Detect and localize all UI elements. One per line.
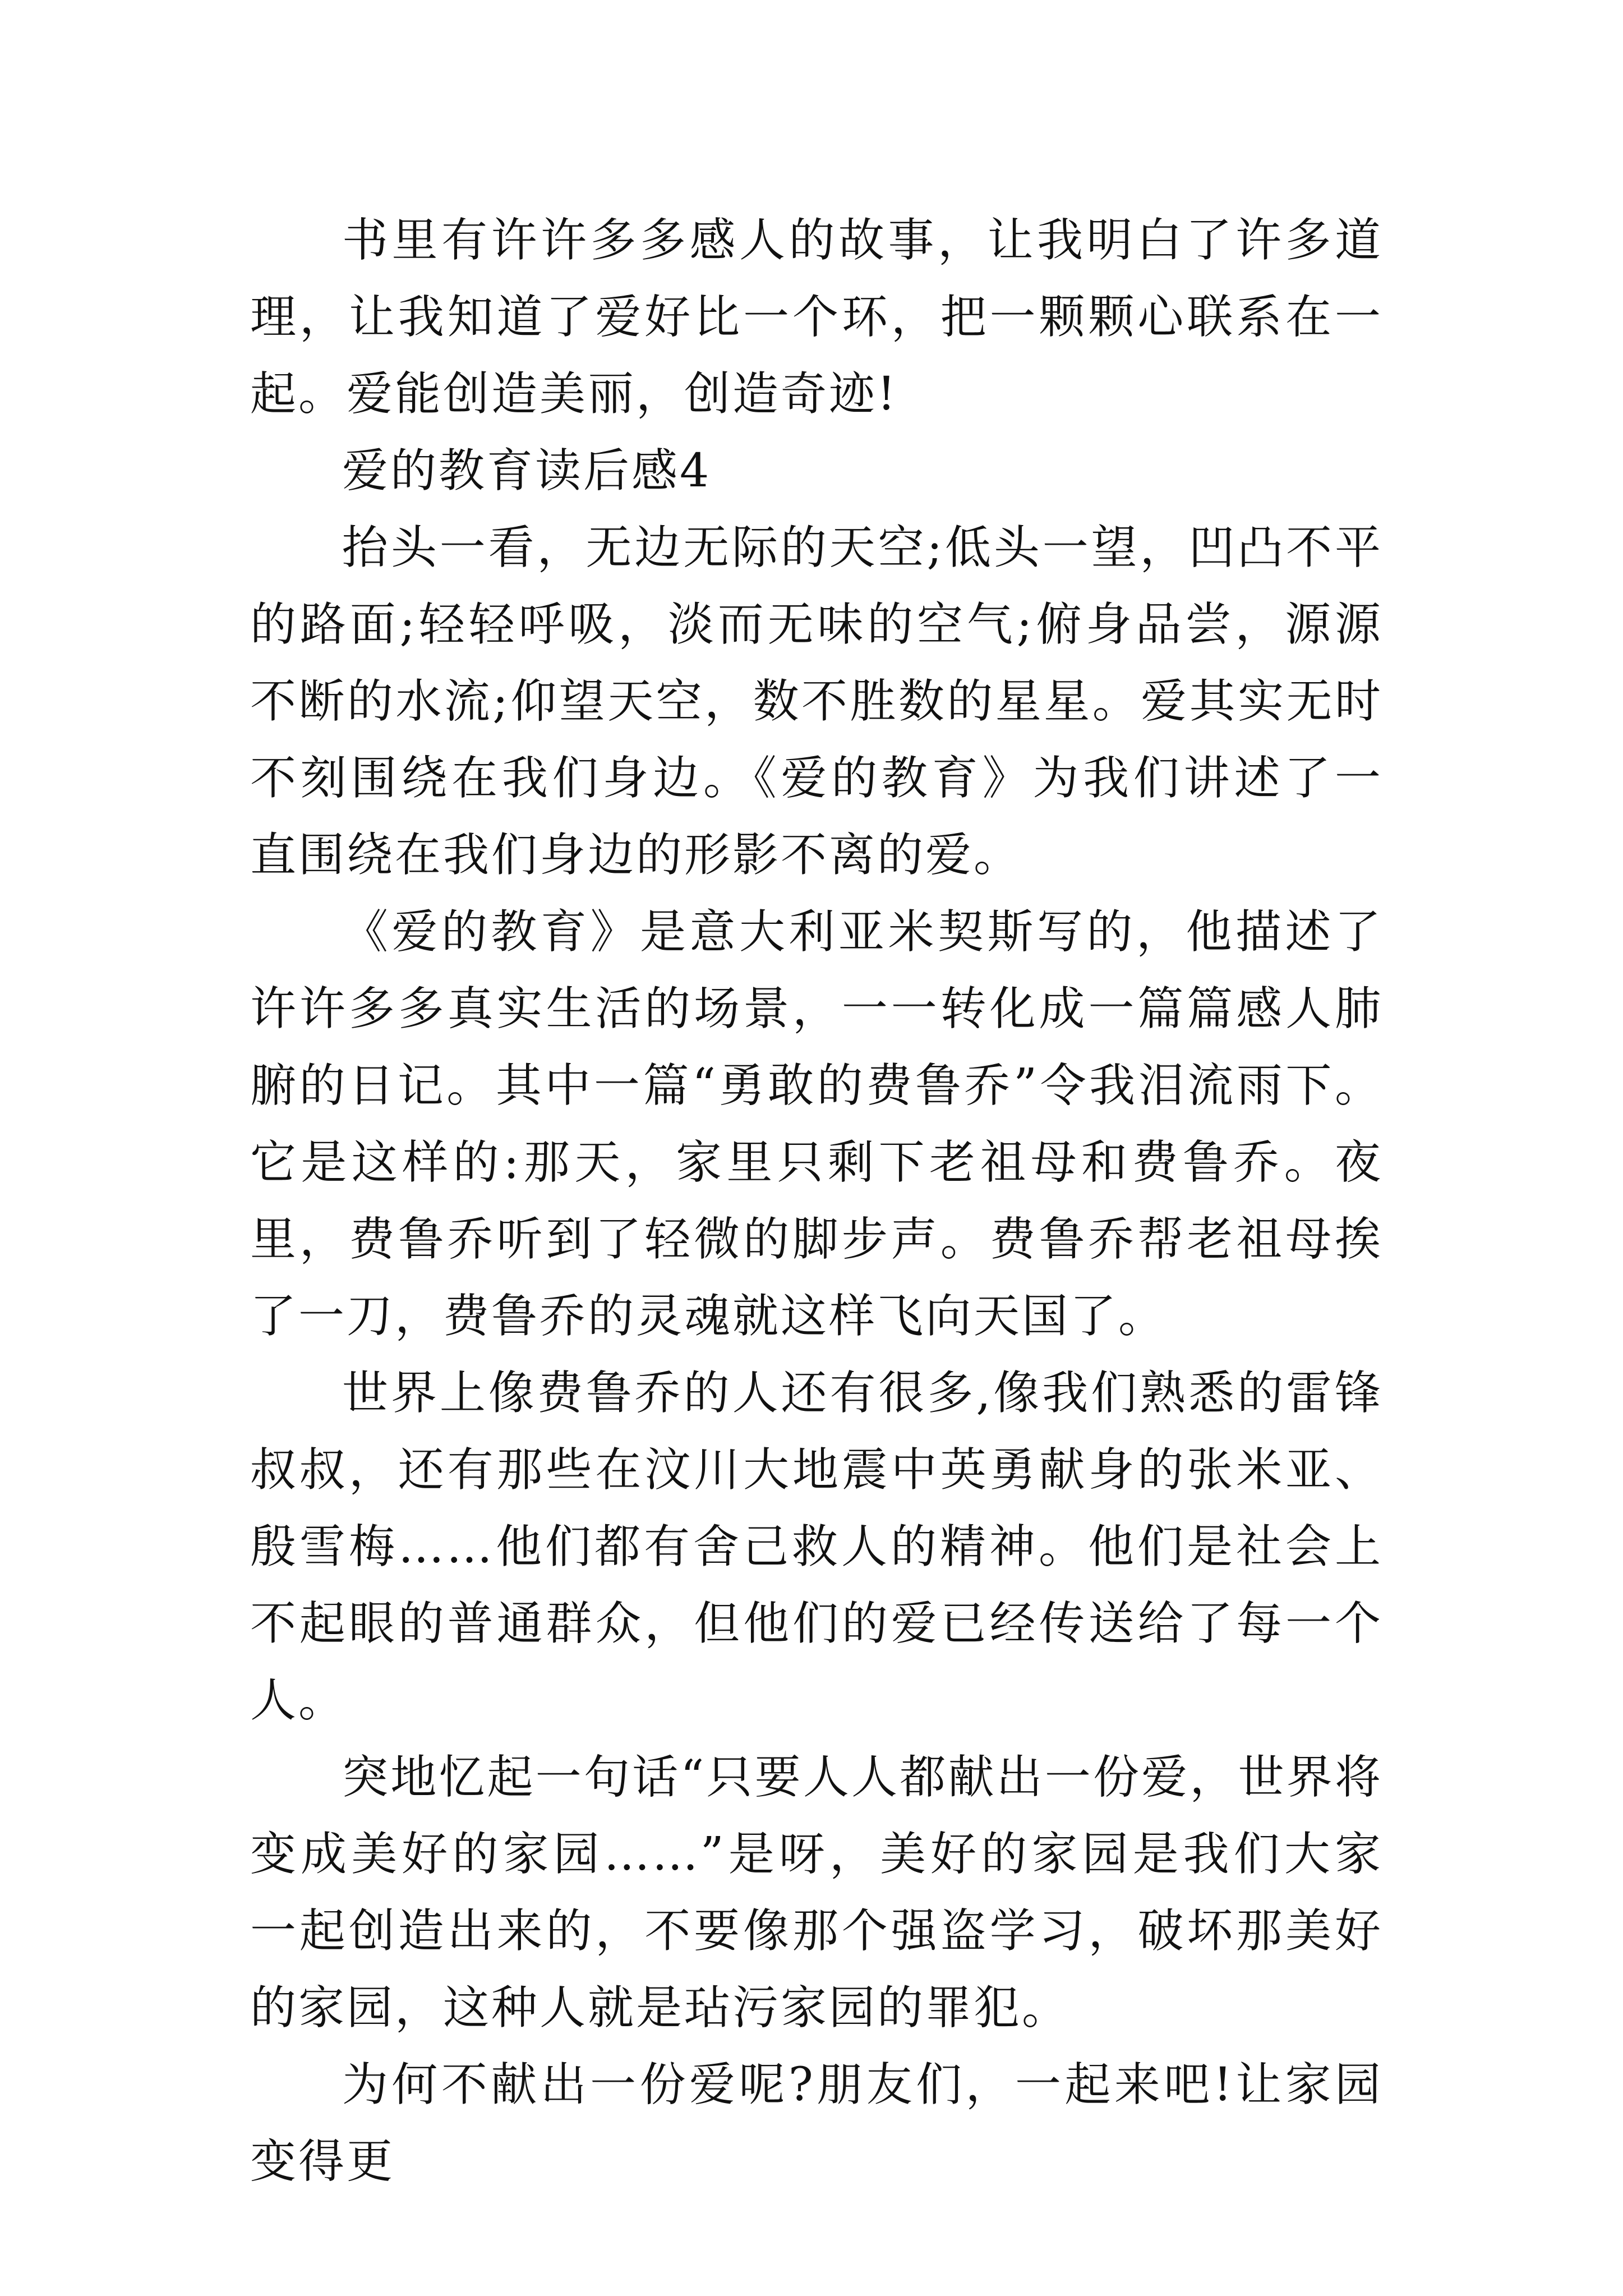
paragraph-beautiful-home: 突地忆起一句话“只要人人都献出一份爱，世界将变成美好的家园……”是呀，美好的家园是我们大家一起创造出来的，不要像那个强盗学习，破坏那美好的家园，这种人就是玷污家园的罪犯。 [250, 1751, 1383, 2035]
paragraph-sky-love: 抬头一看，无边无际的天空;低头一望，凹凸不平的路面;轻轻呼吸，淡而无味的空气;俯身品尝，源源不断的水流;仰望天空，数不胜数的星星。爱其实无时不刻围绕在我们身边。《爱的教育》为我们讲述了一直围绕在我们身边的形影不离的爱。 [250, 521, 1383, 882]
paragraph-ferruccio-story: 《爱的教育》是意大利亚米契斯写的，他描述了许许多多真实生活的场景，一一转化成一篇篇感人肺腑的日记。其中一篇“勇敢的费鲁乔”令我泪流雨下。它是这样的:那天，家里只剩下老祖母和费鲁乔。夜里，费鲁乔听到了轻微的脚步声。费鲁乔帮老祖母挨了一刀，费鲁乔的灵魂就这样飞向天国了。 [250, 905, 1383, 1343]
document-body [250, 202, 1383, 2200]
paragraph-book-stories: 书里有许许多多感人的故事，让我明白了许多道理，让我知道了爱好比一个环，把一颗颗心联系在一起。爱能创造美丽，创造奇迹! [250, 214, 1383, 421]
section-heading: 爱的教育读后感4 [342, 444, 712, 498]
paragraph-call-to-action: 为何不献出一份爱呢?朋友们，一起来吧!让家园变得更 [250, 2058, 1383, 2188]
paragraph-heroes: 世界上像费鲁乔的人还有很多,像我们熟悉的雷锋叔叔，还有那些在汶川大地震中英勇献身的张米亚、殷雪梅……他们都有舍己救人的精神。他们是社会上不起眼的普通群众，但他们的爱已经传送给了每一个人。 [250, 1366, 1383, 1727]
